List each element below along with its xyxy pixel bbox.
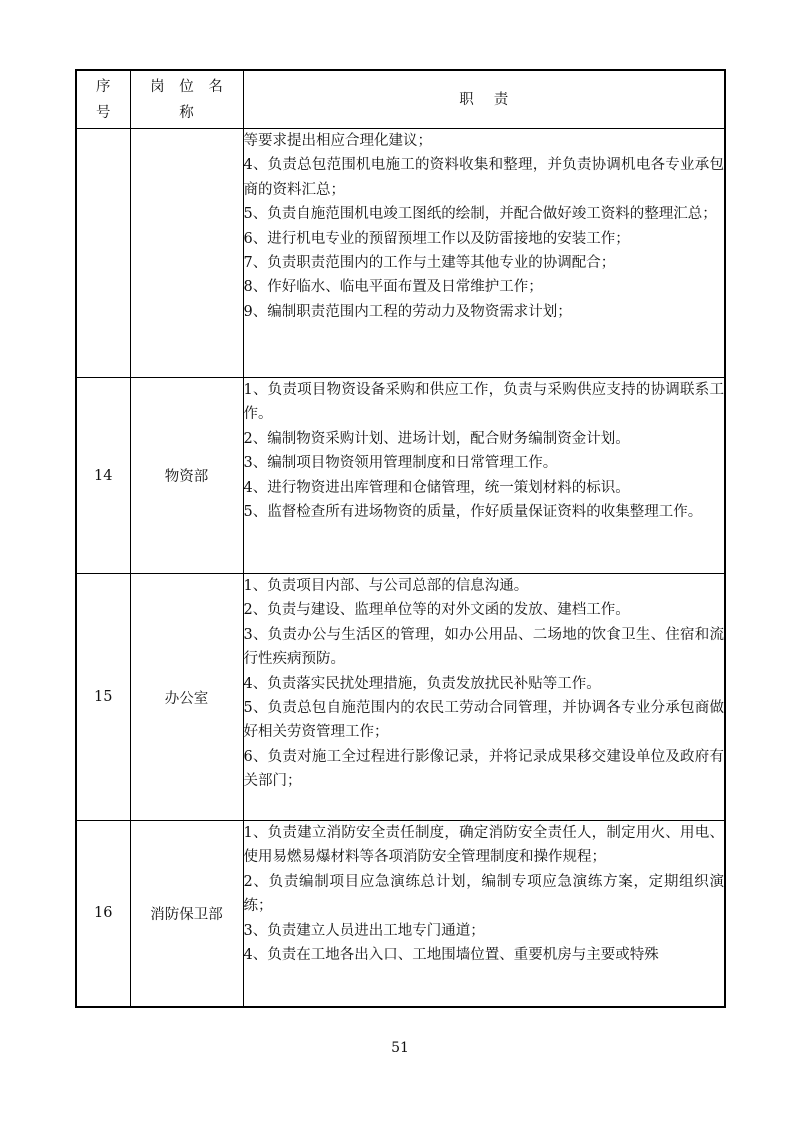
table-row	[76, 378, 725, 574]
duty-item: 3、编制项目物资领用管理制度和日常管理工作。	[243, 455, 558, 472]
duty-item: 2、负责编制项目应急演练总计划，编制专项应急演练方案，定期组织演练；	[243, 873, 724, 915]
duty-item: 5、负责总包自施范围内的农民工劳动合同管理，并协调各专业分承包商做好相关劳资管理工作；	[243, 700, 724, 741]
header-serial-no: 序 号	[76, 70, 130, 129]
table-row	[76, 821, 725, 1007]
duty-item: 9、编制职责范围内工程的劳动力及物资需求计划；	[243, 303, 572, 320]
duty-item: 7、负责职责范围内的工作与土建等其他专业的协调配合；	[243, 255, 616, 272]
duty-item: 5、负责自施范围机电竣工图纸的绘制，并配合做好竣工资料的整理汇总；	[243, 206, 717, 223]
row-duties	[243, 129, 725, 378]
table-header-row	[76, 70, 725, 129]
duties-table	[75, 69, 726, 1008]
row-duties	[243, 378, 725, 574]
row-number	[76, 129, 130, 378]
duty-item: 4、负责在工地各出入口、工地围墙位置、重要机房与主要或特殊	[243, 947, 659, 964]
duty-item: 1、负责项目物资设备采购和供应工作，负责与采购供应支持的协调联系工作。	[243, 382, 724, 423]
row-department: 物资部	[130, 378, 243, 574]
row-number: 15	[76, 574, 130, 821]
duty-item: 6、负责对施工全过程进行影像记录，并将记录成果移交建设单位及政府有关部门；	[243, 748, 724, 790]
row-number: 14	[76, 378, 130, 574]
duty-item: 3、负责建立人员进出工地专门通道；	[243, 922, 485, 939]
row-duties	[243, 574, 725, 821]
duty-item: 4、负责总包范围机电施工的资料收集和整理，并负责协调机电各专业承包商的资料汇总；	[243, 157, 724, 198]
duty-item: 8、作好临水、临电平面布置及日常维护工作；	[243, 279, 543, 296]
duty-item: 6、进行机电专业的预留预埋工作以及防雷接地的安装工作；	[243, 230, 630, 247]
row-duties	[243, 821, 725, 1007]
row-department: 办公室	[130, 574, 243, 821]
table-row	[76, 129, 725, 378]
row-department	[130, 129, 243, 378]
duty-item: 5、监督检查所有进场物资的质量，作好质量保证资料的收集整理工作。	[243, 504, 703, 521]
page-number: 51	[391, 1040, 409, 1056]
duty-item: 4、进行物资进出库管理和仓储管理，统一策划材料的标识。	[243, 479, 630, 496]
header-post-name: 岗 位 名 称	[130, 70, 243, 129]
duty-item: 2、编制物资采购计划、进场计划，配合财务编制资金计划。	[243, 430, 630, 447]
duty-item: 3、负责办公与生活区的管理，如办公用品、二场地的饮食卫生、住宿和流行性疾病预防。	[243, 626, 724, 668]
duty-item: 2、负责与建设、监理单位等的对外文函的发放、建档工作。	[243, 602, 630, 619]
duty-item: 4、负责落实民扰处理措施，负责发放扰民补贴等工作。	[243, 675, 601, 692]
table-row	[76, 574, 725, 821]
row-department: 消防保卫部	[130, 821, 243, 1007]
row-number: 16	[76, 821, 130, 1007]
duty-item: 等要求提出相应合理化建议；	[243, 133, 432, 149]
header-duty: 职责	[243, 70, 725, 129]
duty-item: 1、负责项目内部、与公司总部的信息沟通。	[243, 578, 529, 594]
duty-item: 1、负责建立消防安全责任制度，确定消防安全责任人，制定用火、用电、使用易燃易爆材料等各项消防安全管理制度和操作规程；	[243, 825, 724, 866]
